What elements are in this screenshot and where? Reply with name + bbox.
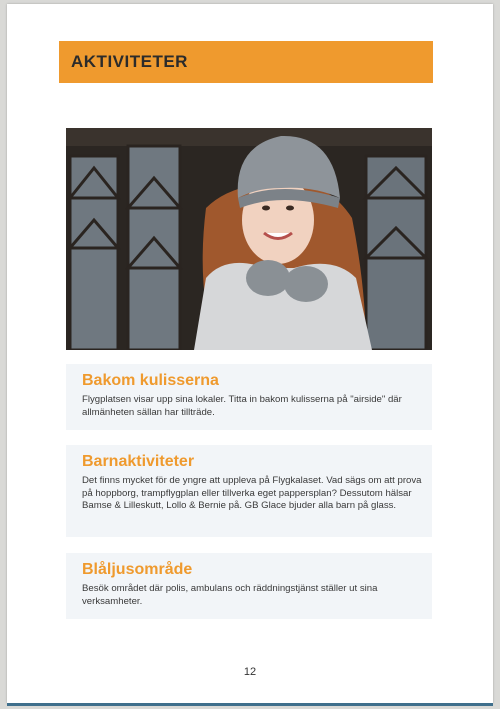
- girl-in-knit-hat-image: [66, 128, 432, 350]
- section-body: Flygplatsen visar upp sina lokaler. Titta in bakom kulisserna på "airside" där allmänheten sällan har tillträde.: [82, 394, 402, 418]
- section-body: Besök området där polis, ambulans och räddningstjänst ställer ut sina verksamheter.: [82, 583, 378, 607]
- section-title: Bakom kulisserna: [82, 372, 219, 389]
- bottom-edge-strip: [7, 703, 493, 706]
- section-header-bar: [59, 41, 433, 83]
- section-barnaktiviteter: [66, 445, 432, 537]
- hero-photo: [66, 128, 432, 350]
- section-blaljusomrade: [66, 553, 432, 619]
- page-number: 12: [243, 666, 257, 678]
- section-title: Blåljusområde: [82, 561, 193, 578]
- page-title: AKTIVITETER: [71, 52, 188, 71]
- section-bakom-kulisserna: [66, 364, 432, 430]
- section-body: Det finns mycket för de yngre att uppleva på Flygkalaset. Vad sägs om att prova på hoppborg, trampflygplan eller tillverka eget pappersplan? Dessutom hälsar Bamse & Lilleskutt, Lollo & Bernie på. GB Glace bjuder alla barn på glass.: [82, 475, 422, 512]
- section-title: Barnaktiviteter: [82, 453, 195, 470]
